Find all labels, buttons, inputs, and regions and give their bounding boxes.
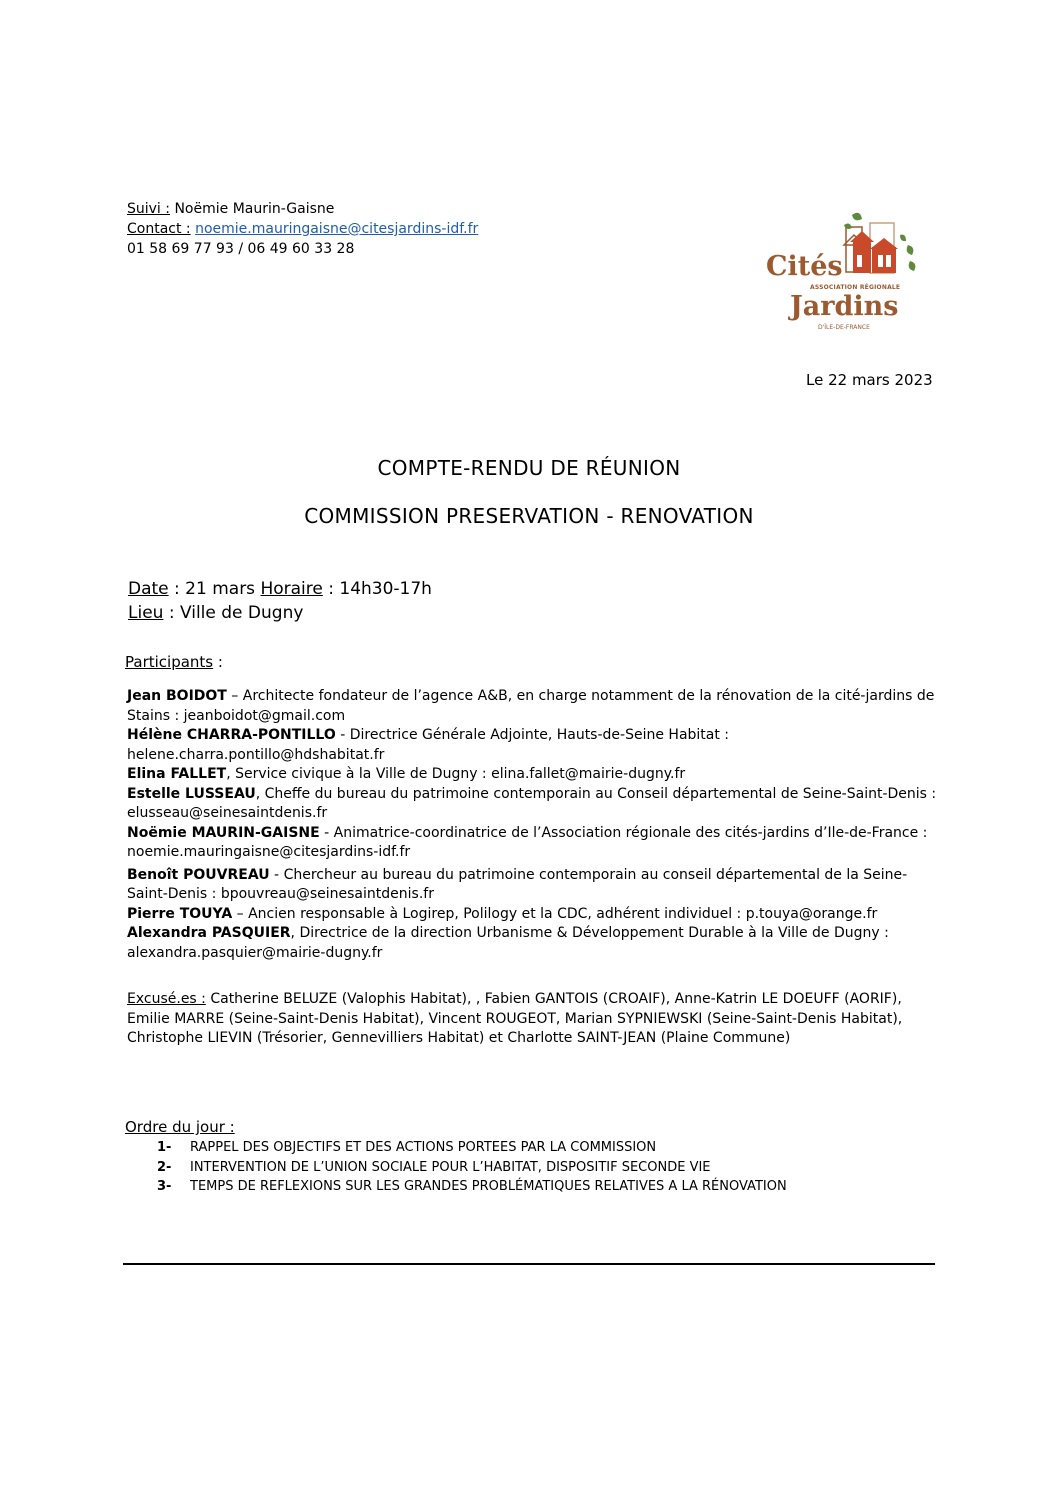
- participant-entry: [127, 866, 937, 905]
- participant-description: Service civique à la Ville de Dugny : elina.fallet@mairie-dugny.fr: [235, 766, 686, 782]
- date-label: Date: [128, 579, 169, 599]
- participant-separator: ,: [255, 785, 265, 802]
- time-value: : 14h30-17h: [322, 579, 432, 599]
- participant-separator: -: [319, 824, 334, 841]
- suivi-line: [127, 199, 334, 219]
- participant-separator: -: [335, 727, 350, 743]
- participants-list: [127, 687, 937, 963]
- place-label: Lieu: [128, 603, 164, 623]
- contact-label: Contact :: [127, 221, 191, 237]
- time-label: Horaire: [260, 579, 323, 599]
- agenda-label: Ordre du jour :: [125, 1118, 235, 1136]
- agenda-item: [157, 1138, 787, 1158]
- phone-numbers: 01 58 69 77 93 / 06 49 60 33 28: [127, 241, 355, 257]
- participant-entry: [127, 765, 937, 785]
- logo-association-regionale: ASSOCIATION RÉGIONALE: [810, 284, 901, 291]
- document-date: Le 22 mars 2023: [806, 371, 933, 389]
- participants-heading: [125, 653, 223, 671]
- participant-description: Ancien responsable à Logirep, Polilogy et la CDC, adhérent individuel : p.touya@orange.fr: [248, 905, 878, 922]
- participant-description: Cheffe du bureau du patrimoine contemporain au Conseil départemental de Seine-Saint-Denis : elusseau@seinesaintdenis.fr: [127, 785, 937, 821]
- document-title: COMPTE-RENDU DE RÉUNION: [377, 456, 681, 480]
- participant-description: Chercheur au bureau du patrimoine contemporain au conseil départemental de la Seine-Saint-Denis : bpouvreau@seinesaintdenis.fr: [127, 866, 908, 902]
- agenda-item-number: 2-: [157, 1159, 172, 1175]
- cites-jardins-logo: [760, 205, 922, 340]
- participant-entry: [127, 924, 937, 963]
- participant-separator: ,: [290, 925, 300, 941]
- participant-entry: [127, 905, 937, 925]
- participant-name: Benoît POUVREAU: [127, 866, 270, 883]
- participant-description: Architecte fondateur de l’agence A&B, en charge notamment de la rénovation de la cité-jardins de Stains : jeanboidot@gmail.com: [127, 688, 935, 724]
- suivi-label: Suivi :: [127, 201, 170, 217]
- excused-label: Excusé.es :: [127, 991, 206, 1007]
- agenda-item-text: INTERVENTION DE L’UNION SOCIALE POUR L’HABITAT, DISPOSITIF SECONDE VIE: [190, 1159, 711, 1175]
- participant-name: Pierre TOUYA: [127, 905, 233, 922]
- participant-name: Noëmie MAURIN-GAISNE: [127, 824, 320, 841]
- section-divider: [123, 1263, 935, 1265]
- meeting-date-time: [128, 577, 432, 601]
- logo-ile-de-france: D'ÎLE-DE-FRANCE: [818, 324, 870, 331]
- participants-label: Participants: [125, 653, 214, 671]
- participant-description: Directrice de la direction Urbanisme & Développement Durable à la Ville de Dugny : alexandra.pasquier@mairie-dugny.fr: [127, 925, 889, 961]
- participant-entry: [127, 824, 937, 863]
- agenda-item-text: TEMPS DE REFLEXIONS SUR LES GRANDES PROBLÉMATIQUES RELATIVES A LA RÉNOVATION: [190, 1179, 787, 1194]
- agenda-item-text: RAPPEL DES OBJECTIFS ET DES ACTIONS PORTEES PAR LA COMMISSION: [190, 1140, 657, 1155]
- agenda-item: [157, 1158, 787, 1178]
- logo-word-jardins: Jardins: [790, 291, 899, 322]
- agenda-item-number: 1-: [157, 1140, 172, 1155]
- agenda-list: [157, 1138, 787, 1197]
- participant-name: Estelle LUSSEAU: [127, 785, 256, 802]
- participant-separator: ,: [226, 766, 236, 782]
- participant-name: Alexandra PASQUIER: [127, 925, 291, 941]
- agenda-item-number: 3-: [157, 1179, 172, 1194]
- participant-name: Jean BOIDOT: [127, 688, 227, 704]
- participant-description: Directrice Générale Adjointe, Hauts-de-Seine Habitat : helene.charra.pontillo@hdshabitat.fr: [127, 727, 730, 763]
- participant-entry: [127, 687, 937, 726]
- document-subtitle: COMMISSION PRESERVATION - RENOVATION: [304, 504, 754, 528]
- suivi-name: Noëmie Maurin-Gaisne: [174, 201, 335, 217]
- logo-word-cites: Cités: [766, 251, 843, 282]
- excused-list: Catherine BELUZE (Valophis Habitat), , Fabien GANTOIS (CROAIF), Anne-Katrin LE DOEUFF (AORIF), Emilie MARRE (Seine-Saint-Denis Habitat), Vincent ROUGEOT, Marian SYPNIEWSKI (Seine-Saint-Denis Habitat), Christophe LIEVIN (Trésorier, Gennevilliers Habitat) et Charlotte SAINT-JEAN (Plaine Commune): [127, 991, 903, 1046]
- participant-separator: -: [269, 866, 284, 883]
- participant-name: Hélène CHARRA-PONTILLO: [127, 727, 336, 743]
- participant-separator: –: [232, 905, 249, 922]
- place-value: : Ville de Dugny: [163, 603, 304, 623]
- participants-colon: :: [213, 653, 223, 671]
- agenda-item: [157, 1177, 787, 1197]
- participant-name: Elina FALLET: [127, 766, 227, 782]
- date-value: : 21 mars: [168, 579, 261, 599]
- participant-entry: [127, 726, 937, 765]
- participant-description: Animatrice-coordinatrice de l’Association régionale des cités-jardins d’Ile-de-France : noemie.mauringaisne@citesjardins-idf.fr: [127, 824, 928, 860]
- excused-paragraph: [127, 990, 927, 1049]
- participant-entry: [127, 785, 937, 824]
- agenda-heading: [125, 1118, 235, 1136]
- contact-email-link[interactable]: noemie.mauringaisne@citesjardins-idf.fr: [195, 221, 479, 237]
- participant-separator: –: [226, 688, 243, 704]
- meeting-place: [128, 601, 303, 625]
- contact-line: [127, 219, 478, 239]
